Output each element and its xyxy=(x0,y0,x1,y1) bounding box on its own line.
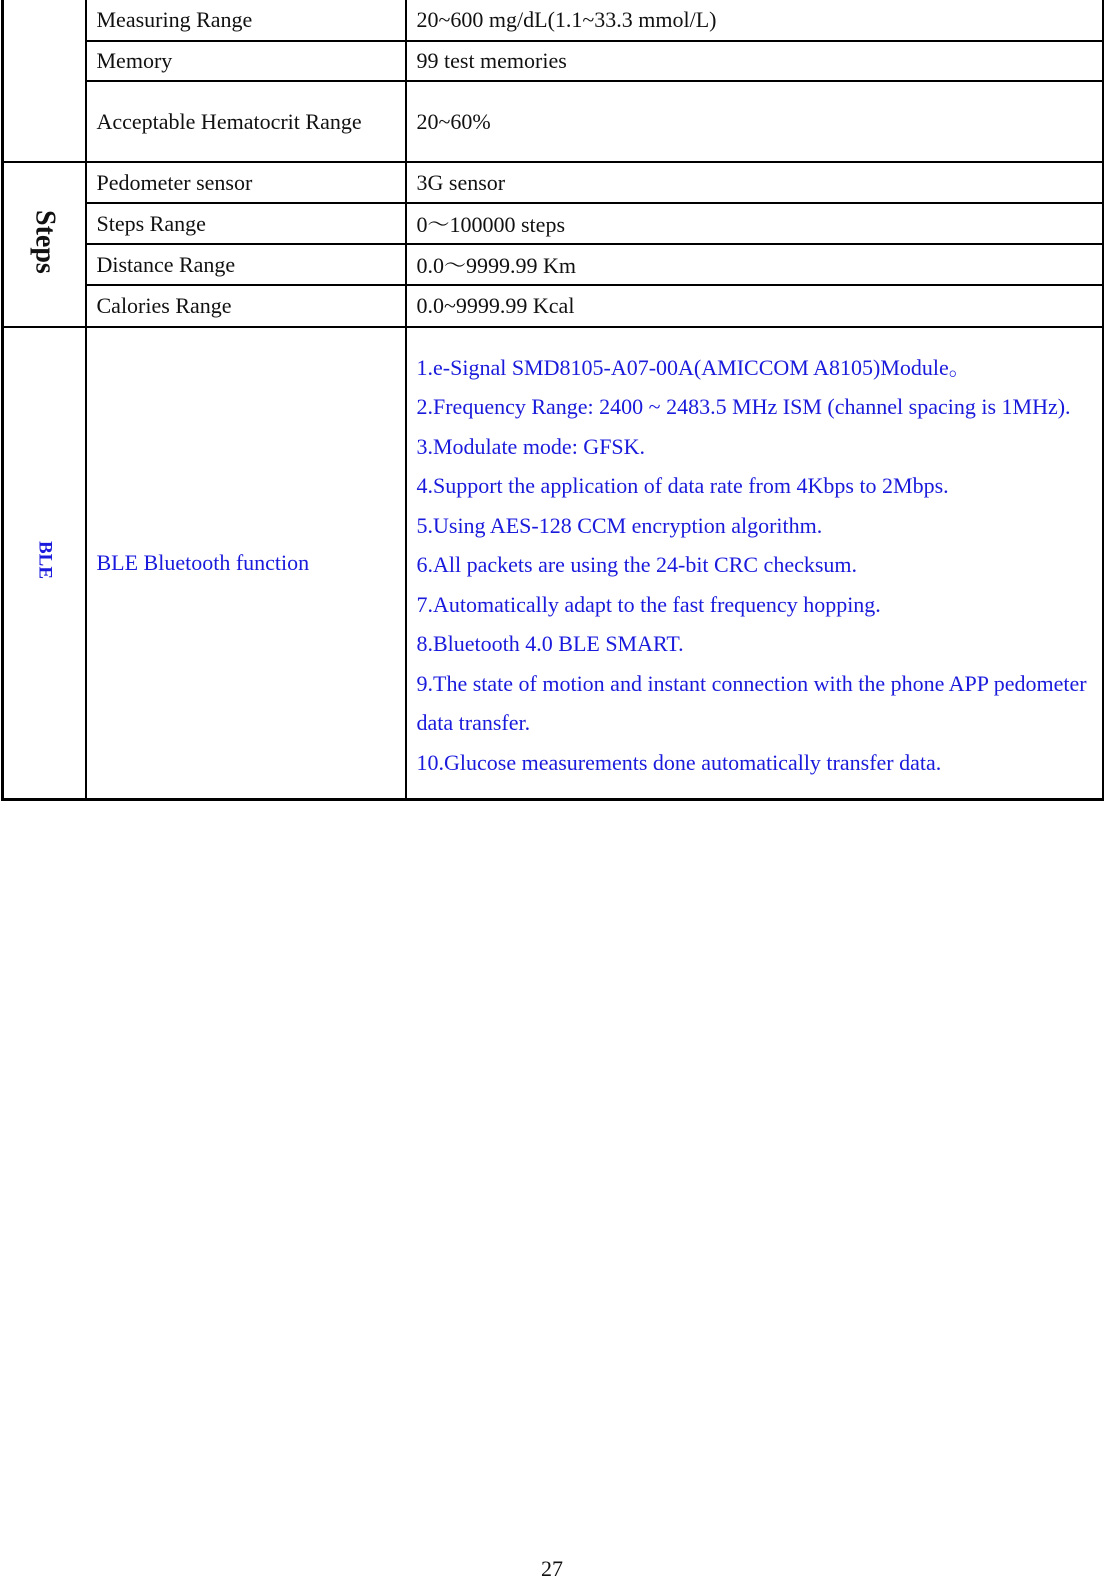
list-item: 2.Frequency Range: 2400 ~ 2483.5 MHz ISM (channel spacing is 1MHz). xyxy=(416,394,1071,419)
list-item: 7.Automatically adapt to the fast frequency hopping. xyxy=(416,591,881,617)
spec-value: 99 test memories xyxy=(406,41,1104,81)
spec-value: 0～100000 steps xyxy=(406,203,1104,244)
spec-label: Steps Range xyxy=(86,203,406,244)
ble-feature-cell xyxy=(406,327,1104,799)
table-row xyxy=(3,285,1104,327)
spec-label: Distance Range xyxy=(86,244,406,285)
list-item: 9.The state of motion and instant connection with the phone APP pedometer data transfer. xyxy=(416,670,1087,735)
ble-section-cell xyxy=(3,327,86,799)
table-row xyxy=(3,41,1104,81)
ble-feature-list xyxy=(417,342,1093,785)
table-row xyxy=(3,327,1104,799)
table-row xyxy=(3,162,1104,203)
table-row xyxy=(3,81,1104,162)
table-row xyxy=(3,0,1104,41)
spec-value: 0.0～9999.99 Km xyxy=(406,244,1104,285)
steps-section-title: Steps xyxy=(29,209,61,274)
spec-label: Memory xyxy=(86,41,406,81)
steps-section-cell xyxy=(3,162,86,327)
page-number: 27 xyxy=(541,1556,563,1581)
list-item: 1.e-Signal SMD8105-A07-00A(AMICCOM A8105)Module。 xyxy=(416,354,971,380)
list-item: 4.Support the application of data rate from 4Kbps to 2Mbps. xyxy=(416,473,949,498)
spec-label: Pedometer sensor xyxy=(86,162,406,203)
spec-table xyxy=(1,0,1104,801)
list-item: 3.Modulate mode: GFSK. xyxy=(416,433,646,459)
spec-label: Acceptable Hematocrit Range xyxy=(86,81,406,162)
spec-label: Measuring Range xyxy=(86,0,406,41)
spec-value: 0.0~9999.99 Kcal xyxy=(406,285,1104,327)
list-item: 8.Bluetooth 4.0 BLE SMART. xyxy=(416,631,684,656)
list-item: 10.Glucose measurements done automatically transfer data. xyxy=(416,749,942,775)
list-item: 6.All packets are using the 24-bit CRC checksum. xyxy=(416,552,858,577)
spec-label: Calories Range xyxy=(86,285,406,327)
list-item: 5.Using AES-128 CCM encryption algorithm. xyxy=(416,512,823,538)
spec-value: 20~600 mg/dL(1.1~33.3 mmol/L) xyxy=(406,0,1104,41)
table-row xyxy=(3,203,1104,244)
spec-value: 20~60% xyxy=(406,81,1104,162)
ble-section-title: BLE xyxy=(34,540,56,579)
table-row xyxy=(3,244,1104,285)
glucose-section-cell xyxy=(3,0,86,162)
spec-label: BLE Bluetooth function xyxy=(86,327,406,799)
spec-value: 3G sensor xyxy=(406,162,1104,203)
